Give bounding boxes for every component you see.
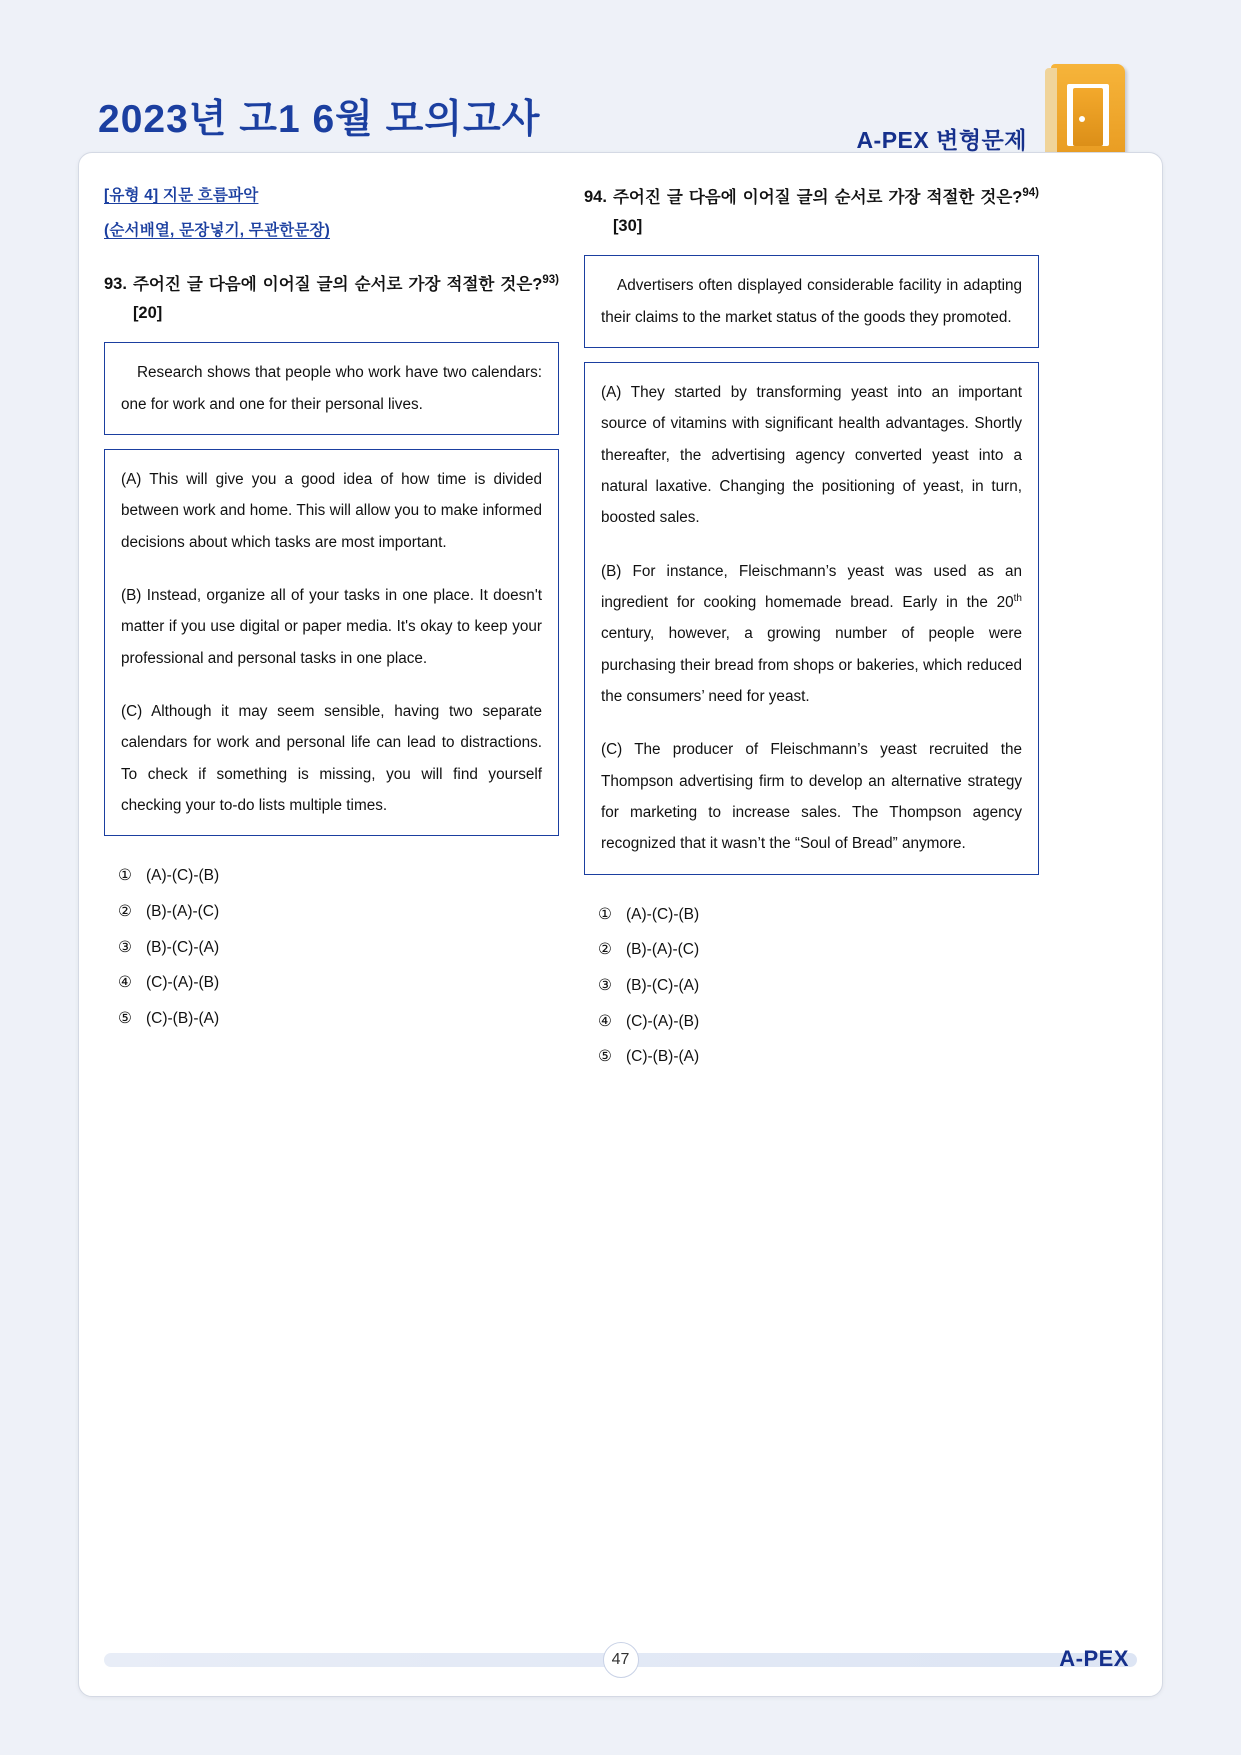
section-type-sublabel: (순서배열, 문장넣기, 무관한문장)	[104, 222, 330, 239]
footer-brand: A-PEX	[1059, 1646, 1129, 1671]
paragraph-b: (B) Instead, organize all of your tasks in one place. It doesn't matter if you use digital or paper media. It's okay to keep your professional and personal tasks in one place.	[121, 586, 542, 667]
choice-2-mark: ②	[118, 903, 132, 921]
paragraph-a: (A) They started by transforming yeast into an important source of vitamins with significant health advantages. Shortly thereafter, the advertising agency converted yeast into a natural laxative. Changing the positioning of yeast, in turn, boosted sales.	[601, 383, 1022, 527]
paragraph-c: (C) The producer of Fleischmann’s yeast recruited the Thompson advertising firm to develop an alternative strategy for marketing to increase sales. The Thompson agency recognized that it wasn’t the “Soul of Bread” anymore.	[601, 741, 1022, 853]
choice-1-label: (A)-(C)-(B)	[146, 867, 220, 885]
choice-5-label: (C)-(B)-(A)	[626, 1048, 700, 1066]
question-93-points: [20]	[132, 304, 163, 323]
question-93-number: 93.	[104, 275, 127, 293]
choice-4-label: (C)-(A)-(B)	[146, 974, 220, 992]
question-93-prompt-box	[104, 342, 559, 435]
choice-3-mark: ③	[118, 938, 132, 956]
question-93-footnote: 93)	[542, 274, 559, 286]
paragraph-a: (A) This will give you a good idea of how time is divided between work and home. This will allow you to make informed decisions about which tasks are most important.	[121, 470, 542, 551]
question-93-choices	[104, 858, 559, 1036]
choice-3-label: (B)-(C)-(A)	[146, 938, 220, 956]
choice-1-label: (A)-(C)-(B)	[626, 905, 700, 923]
choice-2-mark: ②	[598, 941, 612, 959]
choice-4[interactable]	[118, 965, 559, 1001]
choice-5[interactable]	[598, 1039, 1039, 1075]
choice-3[interactable]	[598, 968, 1039, 1004]
choice-2-label: (B)-(A)-(C)	[146, 903, 220, 921]
question-94-paragraph-box	[584, 362, 1039, 875]
choice-4-label: (C)-(A)-(B)	[626, 1012, 700, 1030]
choice-1-mark: ①	[118, 867, 132, 885]
question-94-number: 94.	[584, 188, 607, 206]
question-94-heading	[584, 183, 1039, 241]
section-type-label: [유형 4] 지문 흐름파악	[104, 187, 259, 204]
choice-4[interactable]	[598, 1004, 1039, 1040]
choice-4-mark: ④	[118, 974, 132, 992]
question-94-points: [30]	[612, 217, 643, 236]
question-94-prompt-text: Advertisers often displayed considerable facility in adapting their claims to the market status of the goods they promoted.	[601, 277, 1022, 326]
choice-1-mark: ①	[598, 905, 612, 923]
question-94-footnote: 94)	[1022, 187, 1039, 199]
question-93-title: 주어진 글 다음에 이어질 글의 순서로 가장 적절한 것은?$^{93)}$ [20]	[132, 274, 559, 323]
brand-label: A-PEX 변형문제	[856, 126, 1027, 153]
right-column	[584, 183, 1039, 1075]
question-93-prompt-text: Research shows that people who work have two calendars: one for work and one for their personal lives.	[121, 364, 542, 413]
choice-3-label: (B)-(C)-(A)	[626, 977, 700, 995]
choice-2[interactable]	[598, 932, 1039, 968]
choice-1[interactable]	[118, 858, 559, 894]
choice-5[interactable]	[118, 1001, 559, 1037]
choice-5-mark: ⑤	[118, 1009, 132, 1027]
paragraph-c: (C) Although it may seem sensible, having two separate calendars for work and personal life can lead to distractions. To check if something is missing, you will find yourself checking your to-do lists multiple times.	[121, 703, 542, 815]
choice-5-label: (C)-(B)-(A)	[146, 1009, 220, 1027]
question-93-heading	[104, 270, 559, 328]
left-column	[104, 183, 559, 1037]
choice-4-mark: ④	[598, 1012, 612, 1030]
choice-3-mark: ③	[598, 977, 612, 995]
page-footer	[104, 1644, 1137, 1674]
choice-3[interactable]	[118, 930, 559, 966]
question-94-title: 주어진 글 다음에 이어질 글의 순서로 가장 적절한 것은?$^{94)}$ [30]	[612, 187, 1039, 236]
question-93-paragraph-box	[104, 449, 559, 836]
choice-5-mark: ⑤	[598, 1048, 612, 1066]
choice-2-label: (B)-(A)-(C)	[626, 941, 700, 959]
brand-logo	[856, 58, 1133, 166]
choice-2[interactable]	[118, 894, 559, 930]
question-94-choices	[584, 897, 1039, 1075]
question-94-prompt-box	[584, 255, 1039, 348]
choice-1[interactable]	[598, 897, 1039, 933]
paragraph-b: (B) For instance, Fleischmann’s yeast was used as an ingredient for cooking homemade bread. Early in the 20th century, however, a growing number of people were purchasing their bread from shops or bakeries, which reduced the consumers’ need for yeast.	[601, 562, 1022, 706]
worksheet-page	[78, 152, 1163, 1697]
book-door-icon	[1037, 58, 1133, 166]
page-title: 2023년 고1 6월 모의고사	[98, 98, 541, 141]
page-number: 47	[603, 1642, 639, 1678]
